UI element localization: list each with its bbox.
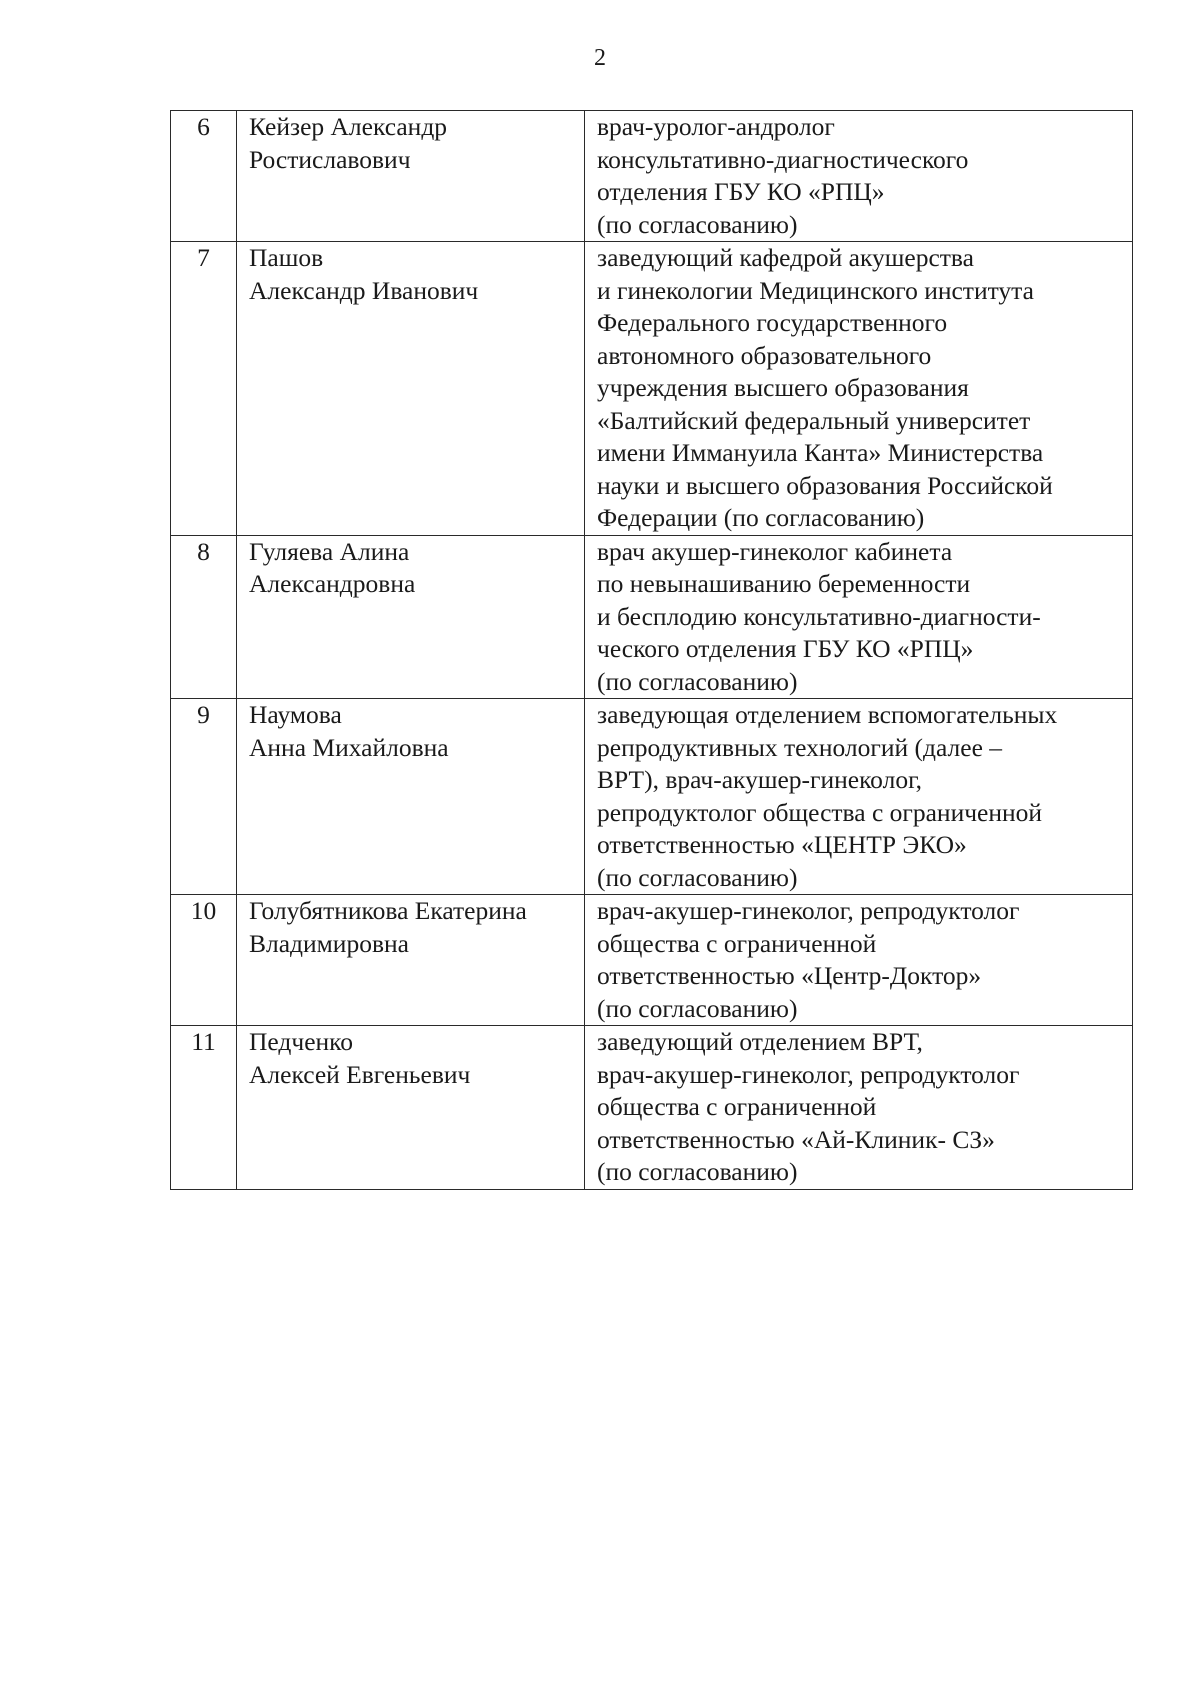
row-number: 7 [171, 242, 237, 536]
row-number: 9 [171, 699, 237, 895]
row-number: 6 [171, 111, 237, 242]
member-position: заведующий отделением ВРТ, врач-акушер-гинеколог, репродуктолог общества с ограниченной ответственностью «Ай-Клиник- СЗ» (по согласованию) [585, 1026, 1133, 1190]
member-position: заведующая отделением вспомогательных репродуктивных технологий (далее – ВРТ), врач-акушер-гинеколог, репродуктолог общества с ограниченной ответственностью «ЦЕНТР ЭКО» (по согласованию) [585, 699, 1133, 895]
table-row [171, 242, 1133, 536]
table-row [171, 895, 1133, 1026]
table-row [171, 699, 1133, 895]
row-number: 8 [171, 535, 237, 699]
member-position: врач-акушер-гинеколог, репродуктолог общества с ограниченной ответственностью «Центр-Доктор» (по согласованию) [585, 895, 1133, 1026]
page-number: 2 [594, 45, 606, 71]
row-number: 10 [171, 895, 237, 1026]
member-position: врач акушер-гинеколог кабинета по невынашиванию беременности и бесплодию консультативно-диагности- ческого отделения ГБУ КО «РПЦ» (по согласованию) [585, 535, 1133, 699]
member-name: Голубятникова Екатерина Владимировна [237, 895, 585, 1026]
member-name: Пашов Александр Иванович [237, 242, 585, 536]
member-name: Кейзер Александр Ростиславович [237, 111, 585, 242]
member-name: Педченко Алексей Евгеньевич [237, 1026, 585, 1190]
table-row [171, 535, 1133, 699]
member-name: Наумова Анна Михайловна [237, 699, 585, 895]
row-number: 11 [171, 1026, 237, 1190]
members-table [170, 110, 1133, 1190]
member-position: врач-уролог-андролог консультативно-диагностического отделения ГБУ КО «РПЦ» (по согласованию) [585, 111, 1133, 242]
table-row [171, 111, 1133, 242]
member-position: заведующий кафедрой акушерства и гинекологии Медицинского института Федерального государственного автономного образовательного учреждения высшего образования «Балтийский федеральный университет имени Иммануила Канта» Министерства науки и высшего образования Российской Федерации (по согласованию) [585, 242, 1133, 536]
table-row [171, 1026, 1133, 1190]
member-name: Гуляева Алина Александровна [237, 535, 585, 699]
